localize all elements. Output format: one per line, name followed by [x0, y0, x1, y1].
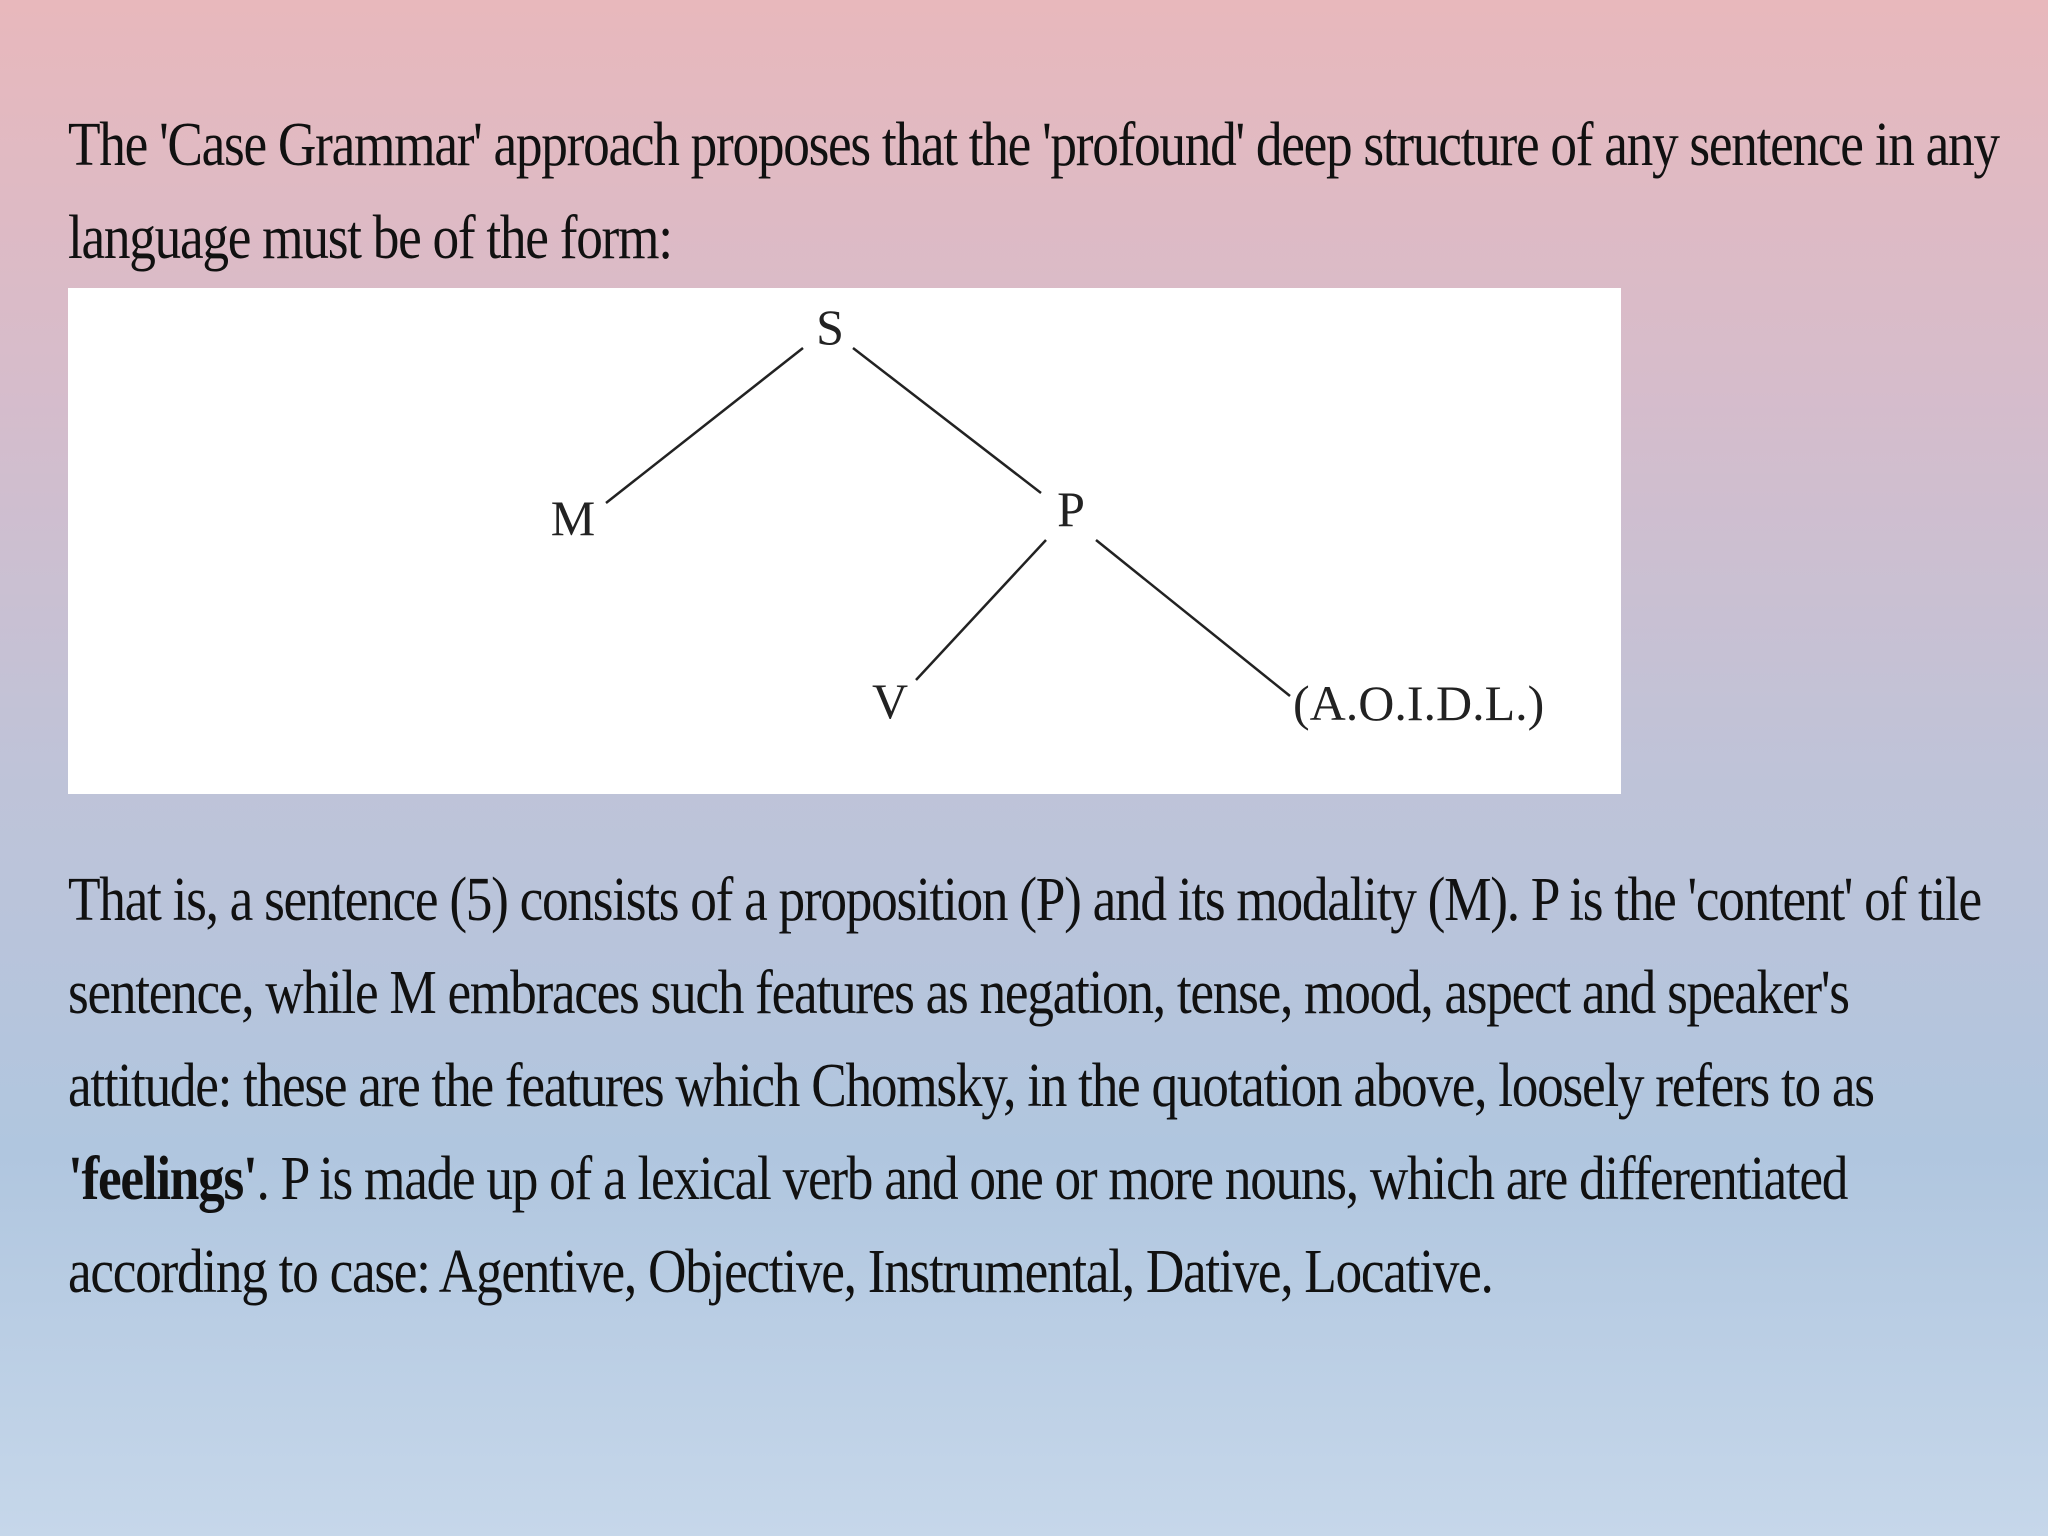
node-p-label: P [1057, 481, 1085, 537]
node-cases-label: (A.O.I.D.L.) [1293, 675, 1545, 731]
case-grammar-tree-diagram [68, 288, 1621, 794]
intro-paragraph: The 'Case Grammar' approach proposes that the 'profound' deep structure of any sentence in any language must be of the form: [68, 111, 1999, 272]
edge-p-cases [1096, 540, 1290, 696]
feelings-term: 'feelings' [68, 1145, 257, 1213]
edge-p-v [916, 540, 1046, 680]
explanation-text-part2: . P is made up of a lexical verb and one or more nouns, which are differentiated according to case: Agentive, Objective, Instrumental, Dative, Locative. [68, 1145, 1848, 1306]
edge-s-p [853, 348, 1041, 493]
node-s-label: S [816, 299, 844, 355]
node-v-label: V [871, 673, 909, 729]
explanation-paragraph [68, 854, 1994, 1319]
edge-s-m [606, 348, 803, 503]
node-m-label: M [550, 490, 596, 546]
explanation-text-part1: That is, a sentence (5) consists of a proposition (P) and its modality (M). P is the 'content' of tile sentence, while M embraces such features as negation, tense, mood, aspect and speaker's attitude: these are the features which Chomsky, in the quotation above, loosely refers to as [68, 866, 1981, 1120]
